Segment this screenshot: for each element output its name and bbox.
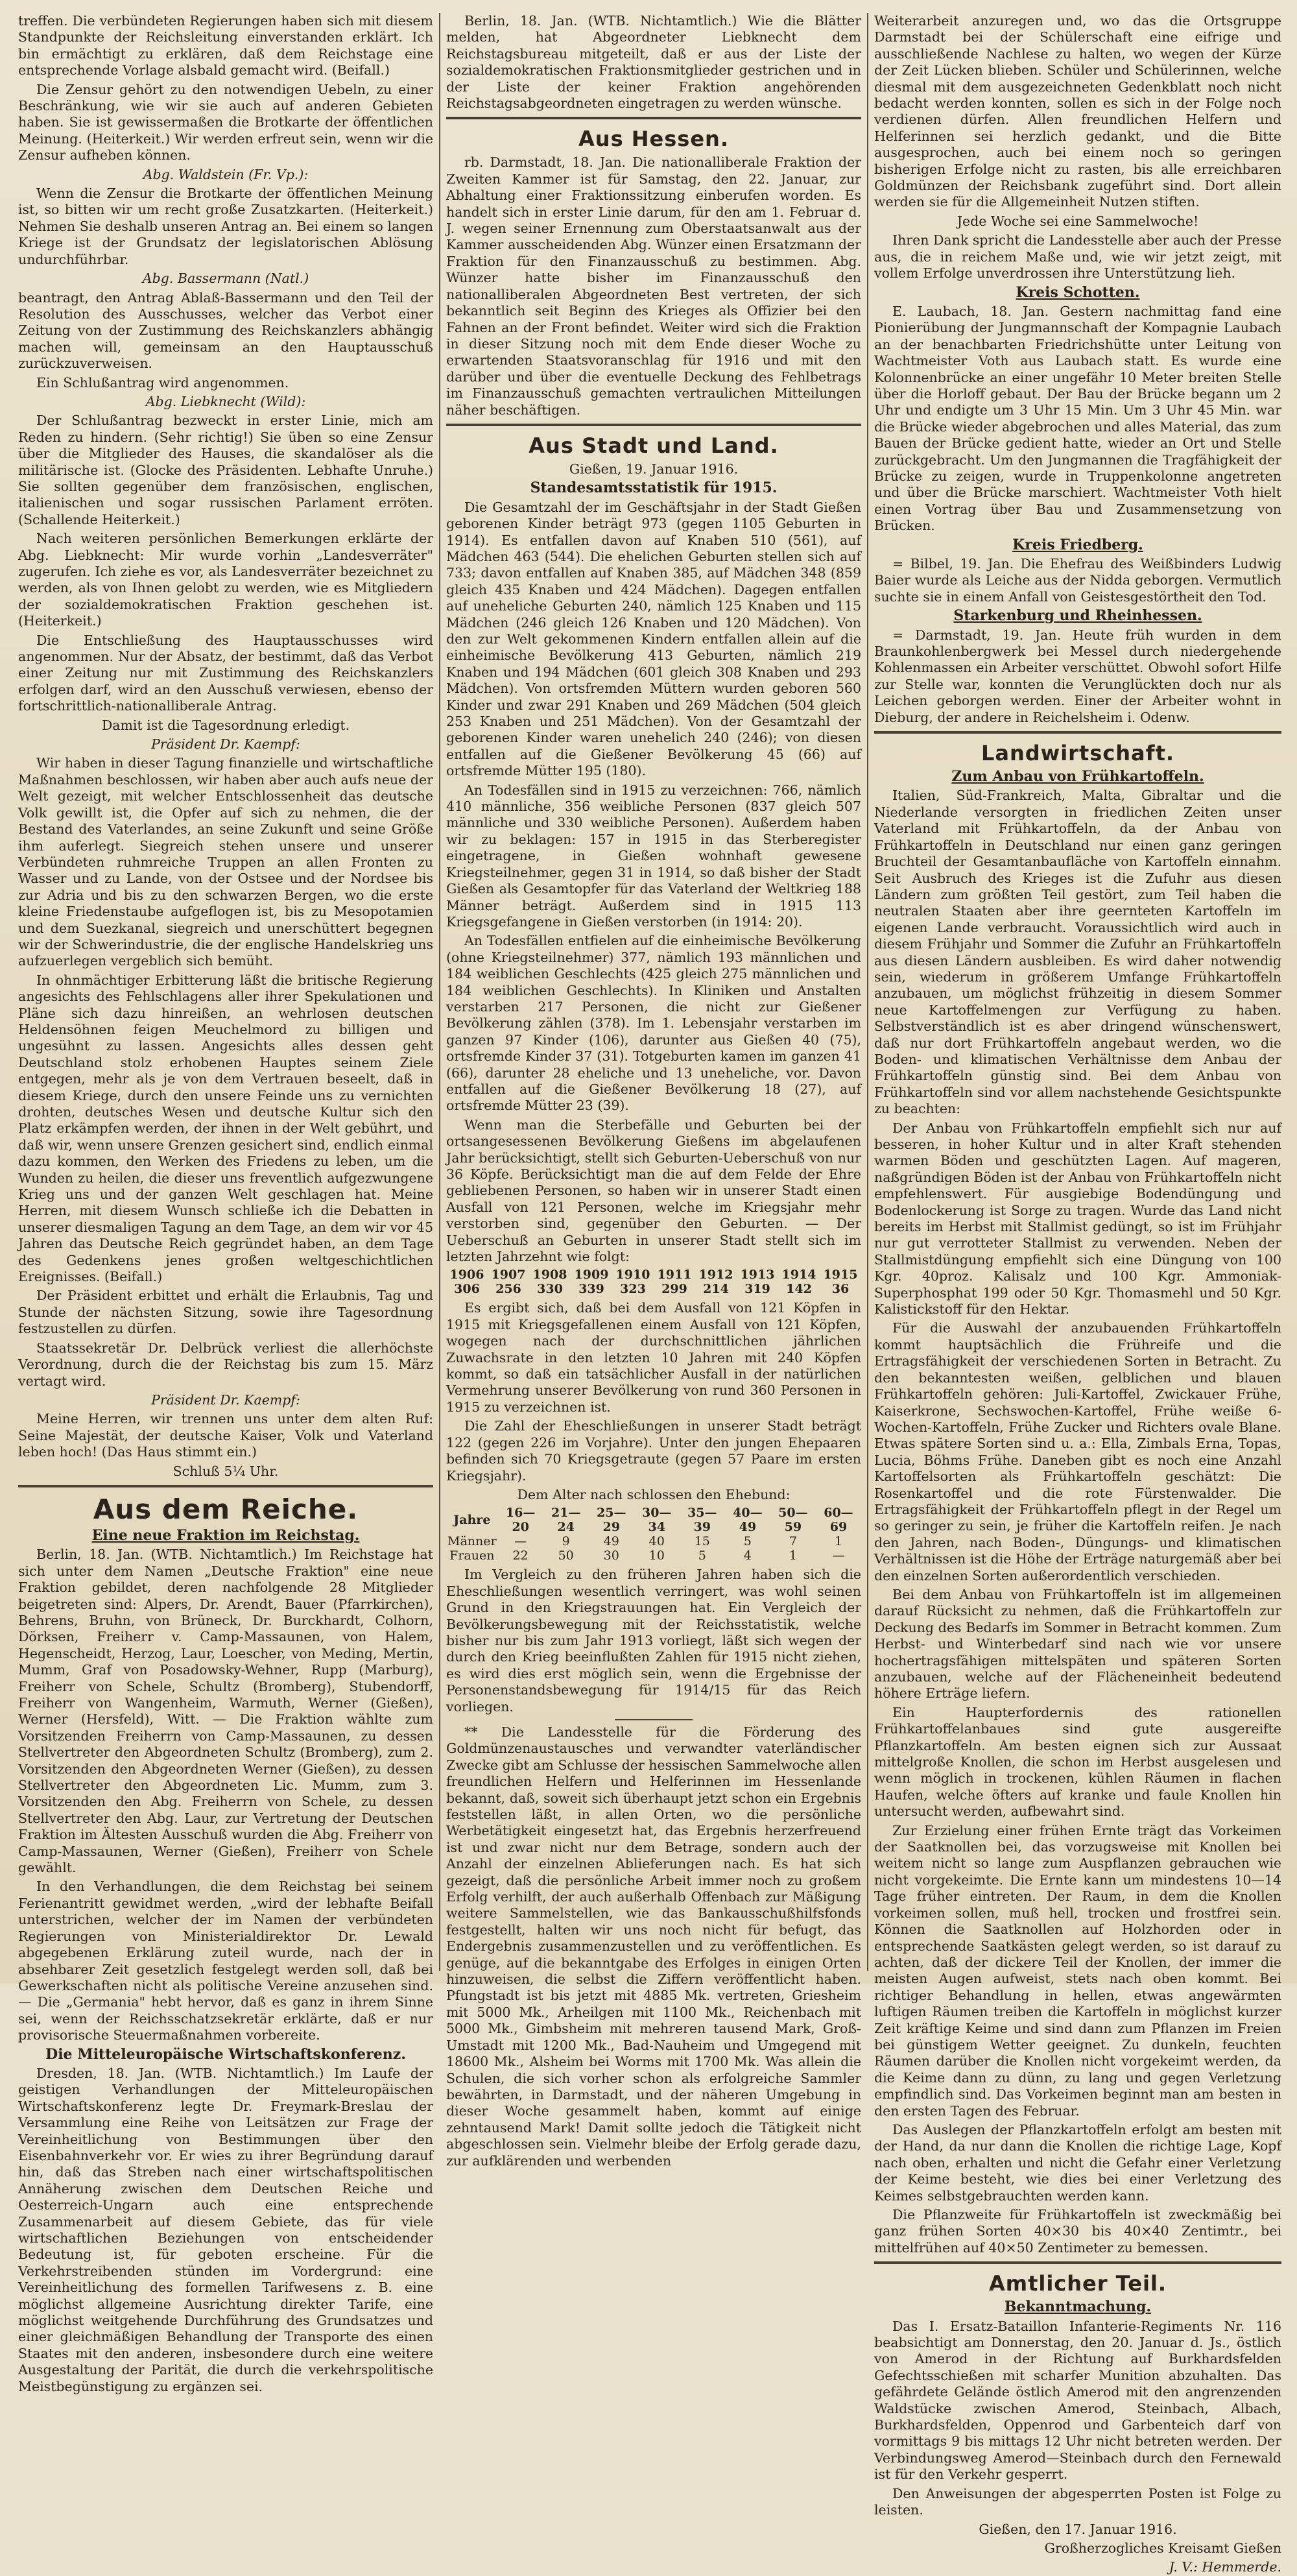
speaker-heading: Präsident Dr. Kaempf:: [151, 1391, 300, 1408]
article-divider: [615, 1719, 693, 1720]
table-cell: 330: [537, 1282, 563, 1297]
article-heading: Zum Anbau von Frühkartoffeln.: [951, 768, 1204, 786]
paragraph: Die Gesamtzahl der im Geschäftsjahr in der Stadt Gießen geborenen Kinder beträgt 973 (gegen 1105 Geburten in 1914). Es entfallen davon auf Knaben 510 (561), auf Mädchen 463 (544). Die ehelichen Geburten stellen sich auf 733; davon entfallen auf Knaben 385, auf Mädchen 348 (859 gleich 435 Knaben und 424 Mädchen). Dagegen entfallen auf uneheliche Geburten 240, nämlich 125 Knaben und 115 Mädchen (246 gleich 126 Knaben und 120 Mädchen). Von den zur Welt gekommenen Kindern entfallen allein auf die einheimische Bevölkerung 413 Geburten, nämlich 219 Knaben und 194 Mädchen (601 gleich 308 Knaben und 293 Mädchen). Von ortsfremden Müttern wurden geboren 560 Kinder und zwar 291 Knaben und 269 Mädchen (504 gleich 253 Knaben und 251 Mädchen). Von der Gesamtzahl der geborenen Kinder waren unehelich 240 (246); von diesen entfallen auf die Gießener Bevölkerung 45 (66) auf ortsfremde Mütter 195 (180).: [446, 499, 861, 779]
paragraph: Berlin, 18. Jan. (WTB. Nichtamtlich.) Wie die Blätter melden, hat Abgeordneter Liebknecht dem Reichstagsbureau mitgeteilt, daß er aus der Liste der sozialdemokratischen Fraktionsmitglieder gestrichen und in der Liste der keiner Fraktion angehörenden Reichstagsabgeordneten eingetragen zu werden wünsche.: [446, 13, 861, 112]
paragraph: In den Verhandlungen, die dem Reichstag bei seinem Ferienantritt gewidmet werden, „wird der lebhafte Beifall unterstrichen, welcher der im Namen der verbündeten Regierungen von Ministerialdirektor Dr. Lewald abgegebenen Erklärung zuteil wurde, nach der in absehbarer Zeit gesetzlich festgelegt werden soll, daß bei Gewerkschaften nicht als politische Vereine anzusehen sind. — Die „Germania" hebt hervor, daß es ganz in ihrem Sinne sei, wenn der Reichsschatzsekretär erklärte, daß er nur provisorische Steuermaßnahmen vorbereite.: [18, 1879, 433, 2043]
paragraph: Dresden, 18. Jan. (WTB. Nichtamtlich.) Im Laufe der geistigen Verhandlungen der Mitteleuropäischen Wirtschaftskonferenz legte Dr. Freymark-Breslau der Versammlung eine Reihe von Leitsätzen zur Frage der Vereinheitlichung von Bestimmungen über den Eisenbahnverkehr vor. Er wies zu ihrer Begründung darauf hin, daß das Streben nach einer wirtschaftspolitischen Annäherung zwischen dem Deutschen Reiche und Oesterreich-Ungarn auch eine entsprechende Zusammenarbeit auf diesem Gebiete, das für viele wirtschaftlichen Beziehungen von entscheidender Bedeutung ist, für geboten erscheine. Für die Verkehrstreibenden stünden im Vordergrund: eine Vereinheitlichung des formellen Tarifwesens z. B. eine möglichst allgemeine Ausrichtung direkter Tarife, eine möglichst weitgehende Durchführung des Grundsatzes und einer gleichmäßigen Behandlung der Transporte des einen Staates mit den anderen, insbesondere durch eine weitere Ausgestaltung der Parität, die durch die verkehrspolitische Meistbegünstigung zu ergänzen sei.: [18, 2065, 433, 2394]
table-cell: 7: [789, 1534, 797, 1549]
article-heading: Kreis Schotten.: [1016, 283, 1140, 301]
table-cell: Jahre: [453, 1513, 491, 1528]
paragraph: Weiterarbeit anzuregen und, wo das die Ortsgruppe Darmstadt bei der Schülerschaft eine eifrige und ausschließende Nachlese zu halten, wo wegen der Kürze der Zeit Lücken blieben. Schüler und Schülerinnen, welche diesmal mit dem ausgezeichneten Gedenkblatt noch nicht bedacht werden konnten, sollen es sich in der Folge noch verdienen dürfen. Allen freundlichen Helfern und Helferinnen sei herzlich gedankt, und die Bitte ausgesprochen, auch bei einem noch so geringen bisherigen Erfolge nicht zu rasten, bis alle erreichbaren Goldmünzen der Reichsbank zugeführt sind. Dort allein werden sie für die Allgemeinheit Nutzen stiften.: [874, 13, 1281, 210]
marriage-age-table: [446, 1506, 861, 1563]
dateline: Gießen, 19. Januar 1916.: [569, 461, 739, 477]
table-cell: 22: [512, 1548, 529, 1563]
paragraph: Ihren Dank spricht die Landesstelle aber auch der Presse aus, die in reichem Maße und, wie wir jetzt zeigt, mit vollem Erfolge unverdrossen ihre Unterstützung lieh.: [874, 232, 1281, 282]
authority: Großherzogliches Kreisamt Gießen: [1044, 2540, 1281, 2556]
table-cell: 142: [786, 1282, 812, 1297]
paragraph: ** Die Landesstelle für die Förderung des Goldmünzenaustausches und verwandter vaterländischer Zwecke gibt am Schlusse der hessischen Sammelwoche allen freundlichen Helfern und Helferinnen im Hessenlande bekannt, daß, soweit sich überhaupt jetzt schon ein Ergebnis feststellen läßt, in allen Orten, wo die persönliche Werbetätigkeit eingesetzt hat, das Ergebnis herzerfreuend ist und zwar nicht nur dem Betrage, sondern auch der Anzahl der einzelnen Ablieferungen nach. Es hat sich gezeigt, daß die persönliche Arbeit immer noch zu großem Erfolg verhilft, der auch außerhalb Offenbach zur Mäßigung weitere Sammelstellen, wie das Bankausschußhilfsfonds festgestellt, halten wir uns noch nicht für befugt, das Endergebnis zusammenzustellen und zu veröffentlichen. Es genüge, auf die bekanntgabe des Erfolges in einigen Orten hinzuweisen, die selbst die Ziffern veröffentlicht haben. Pfungstadt ist bis jetzt mit 4885 Mk. vertreten, Griesheim mit 5000 Mk., Arheilgen mit 1100 Mk., Reichenbach mit 5000 Mk., Gimbsheim mit mehreren tausend Mark, Groß-Umstadt mit 1200 Mk., Bad-Nauheim und Umgegend mit 18600 Mk., Alsheim bei Worms mit 1700 Mk. Was allein die Schulen, die sich vorher schon als erfolgreiche Sammler bewährten, in Darmstadt, und der näheren Umgebung in dieser Woche gesammelt haben, kommt auf einige zehntausend Mark! Damit sollte jedoch die Tätigkeit nicht abgeschlossen sein. Vielmehr bleibe der Erfolg gerade dazu, zur aufklärenden und werbenden: [446, 1724, 861, 2169]
speaker-heading: Präsident Dr. Kaempf:: [151, 736, 300, 752]
paragraph: Berlin, 18. Jan. (WTB. Nichtamtlich.) Im Reichstage hat sich unter dem Namen „Deutsche Fraktion" eine neue Fraktion gebildet, deren nachfolgende 28 Mitglieder beigetreten sind: Alpers, Dr. Arendt, Bauer (Pfarrkirchen), Behrens, Bruhn, von Brüneck, Dr. Burckhardt, Colhorn, Dörksen, Freiherr v. Camp-Massaunen, von Halem, Hegenscheidt, Herzog, Laur, Loescher, von Meding, Mertin, Mumm, Graf von Posadowsky-Wehner, Rupp (Marburg), Freiherr von Schele, Schultz (Bromberg), Stubendorff, Freiherr von Wangenheim, Warmuth, Werner (Gießen), Werner (Hersfeld), Witt. — Die Fraktion wählte zum Vorsitzenden Freiherrn von Camp-Massaunen, zu dessen Stellvertreter den Abgeordneten Schultz (Bromberg), zum 2. Vorsitzenden den Abgeordneten Werner (Gießen), zu dessen Stellvertreter den Abgeordneten Lic. Mumm, zum 3. Vorsitzenden den Abg. Freiherrn von Schele, zu dessen Stellvertreter den Abg. Laur, zur Vertretung der Deutschen Fraktion im Ältesten Ausschuß wurden die Abg. Freiherr von Camp-Massaunen, Werner (Gießen), Freiherr von Schele gewählt.: [18, 1547, 433, 1876]
article-heading: Eine neue Fraktion im Reichstag.: [91, 1526, 360, 1544]
table-cell: 319: [744, 1282, 770, 1297]
table-cell: 1915: [823, 1268, 858, 1282]
table-cell: 16—20: [505, 1506, 536, 1535]
paragraph: = Darmstadt, 19. Jan. Heute früh wurden in dem Braunkohlenbergwerk bei Messel durch niedergehende Kohlenmassen ein Arbeiter verschüttet. Obwohl sofort Hilfe zur Stelle war, konnten die Verunglückten doch nur als Leichen geborgen werden. Einer der Arbeiter wohnt in Dieburg, der andere in Reichelsheim i. Odenw.: [874, 627, 1281, 725]
table-cell: 60—69: [824, 1506, 853, 1535]
paragraph: Der Anbau von Frühkartoffeln empfiehlt sich nur auf besseren, in hoher Kultur und in alter Kraft stehenden warmen Böden und geschützten Lagen. Auf mageren, naßgründigen Böden ist der Anbau von Frühkartoffeln nicht empfehlenswert. Für ausgiebige Bodendüngung und Bodenlockerung ist Sorge zu tragen. Wurde das Land nicht bereits im Herbst mit Stallmist gedüngt, so ist im Frühjahr nur gut verrotteter Stallmist zu verwenden. Neben der Stallmistdüngung empfiehlt sich eine Düngung von 100 Kgr. 40proz. Kalisalz und 100 Kgr. Ammoniak-Superphosphat 199 oder 50 Kgr. Thomasmehl und 50 Kgr. Kalistickstoff für den Hektar.: [874, 1120, 1281, 1318]
table-cell: 9: [562, 1534, 570, 1549]
paragraph: Wir haben in dieser Tagung finanzielle und wirtschaftliche Maßnahmen beschlossen, wir haben aber auch aufs neue der Welt gezeigt, mit welcher Entschlossenheit das deutsche Volk gewillt ist, die Opfer auf sich zu nehmen, die der Bestand des Vaterlandes, an seine Zukunft und seine Größe ihm auferlegt. Siegreich stehen unsere und unserer Verbündeten ruhmreiche Truppen an allen Fronten zu Wasser und zu Lande, von der Ostsee und der Nordsee bis zur Adria und bis zu den schwarzen Bergen, wo die erste kleine Friedenstaube aufgeflogen ist, bis zu Mesopotamien und dem Suezkanal, siegreich und unerschüttert begegnen wir der Schwerindustrie, die der englische Handelskrieg uns aufzuerlegen vergeblich sich bemüht.: [18, 755, 433, 969]
paragraph: beantragt, den Antrag Ablaß-Bassermann und den Teil der Resolution des Ausschusses, welcher das Verbot einer Zeitung von der Zustimmung des Reichskanzlers abhängig machen will, gemeinsam an den Hauptausschuß zurückzuverweisen.: [18, 289, 433, 372]
table-cell: 214: [703, 1282, 729, 1297]
paragraph: Italien, Süd-Frankreich, Malta, Gibraltar und die Niederlande versorgten in friedlichen Zeiten unser Vaterland mit Frühkartoffeln, da der Anbau von Frühkartoffeln in Deutschland nur einen ganz geringen Bruchteil der Gesamtanbaufläche von Kartoffeln einnahm. Seit Ausbruch des Krieges ist die Zufuhr aus diesen Ländern zum größten Teil gestört, zum Teil haben die neutralen Staaten aber ihre geernteten Kartoffeln im eigenen Lande verbraucht. Voraussichtlich wird auch in diesem Frühjahr und Sommer die Zufuhr an Frühkartoffeln aus diesen Ländern ausbleiben. Es wird daher notwendig sein, wiederum in größerem Umfange Frühkartoffeln anzubauen, um möglichst frühzeitig in diesem Sommer neue Kartoffelmengen zur Verfügung zu haben. Selbstverständlich ist es aber dringend wünschenswert, daß nur dort Frühkartoffeln angebaut werden, wo die Boden- und klimatischen Verhältnisse dem Anbau der Frühkartoffeln günstig sind. Bei dem Anbau von Frühkartoffeln sind vor allem nachstehende Gesichtspunkte zu beachten:: [874, 788, 1281, 1117]
column-rule-1: [439, 13, 440, 1971]
table-cell: 1914: [781, 1268, 816, 1282]
article-heading: Starkenburg und Rheinhessen.: [953, 607, 1202, 625]
section-title: Aus dem Reiche.: [93, 1493, 359, 1525]
paragraph: Ein Haupterfordernis des rationellen Frühkartoffelanbaues sind gute ausgereifte Pflanzkartoffeln. Am besten eignen sich zur Aussaat mittelgroße Knollen, die schon im Herbst ausgelesen und wenn möglich in trockenen, kühlen Räumen in flachen Haufen, welche öfters auf kranke und faule Knollen hin untersucht werden, aufbewahrt sind.: [874, 1704, 1281, 1820]
table-cell: 1908: [532, 1268, 567, 1282]
table-cell: 1911: [657, 1268, 692, 1282]
table-cell: 30—34: [642, 1506, 672, 1535]
section-divider: [874, 731, 1281, 734]
paragraph: Staatssekretär Dr. Delbrück verliest die allerhöchste Verordnung, durch die der Reichstag bis zum 15. März vertagt wird.: [18, 1340, 433, 1389]
table-cell: 50: [558, 1548, 574, 1563]
section-title: Amtlicher Teil.: [988, 2271, 1167, 2296]
article-heading: Standesamtsstatistik für 1915.: [530, 479, 778, 497]
paragraph: Die Zahl der Eheschließungen in unserer Stadt beträgt 122 (gegen 226 im Vorjahre). Unter den jungen Ehepaaren befinden sich 70 Kriegsgetraute (gegen 57 Paare im ersten Kriegsjahr).: [446, 1418, 861, 1484]
table-cell: 299: [661, 1282, 687, 1297]
dateline: Gießen, den 17. Januar 1916.: [979, 2521, 1177, 2537]
column-rule-2: [867, 13, 868, 1971]
paragraph: Das Auslegen der Pflanzkartoffeln erfolgt am besten mit der Hand, da nur dann die Knollen die richtige Lage, Kopf nach oben, erhalten und nicht die Gefahr einer Verletzung der Keime besteht, wie dies bei einer Verletzung des Keimes selbstgebrauchten werden kann.: [874, 2121, 1281, 2204]
column-1: [18, 13, 433, 2394]
paragraph: Der Schlußantrag bezweckt in erster Linie, mich am Reden zu hindern. (Sehr richtig!) Sie üben so eine Zensur über die Mitglieder des Hauses, die skandalöser als die militärische ist. (Glocke des Präsidenten. Lebhafte Unruhe.) Sie sollten gegenüber dem französischen, englischen, italienischen und sogar russischen Parlament erröten. (Schallende Heiterkeit.): [18, 413, 433, 527]
table-cell: —: [832, 1548, 845, 1563]
paragraph: Die Entschließung des Hauptausschusses wird angenommen. Nur der Absatz, der bestimmt, daß das Verbot einer Zeitung nur mit Zustimmung des Reichskanzlers erfolgen darf, wird an den Ausschuß verwiesen, ebenso der fortschrittlich-nationalliberale Antrag.: [18, 632, 433, 714]
article-heading: Kreis Friedberg.: [1012, 536, 1143, 553]
column-3: [874, 13, 1281, 2575]
paragraph: Schluß 5¼ Uhr.: [173, 1463, 279, 1479]
table-cell: 10: [648, 1548, 665, 1563]
speaker-heading: Abg. Bassermann (Natl.): [142, 271, 309, 287]
paragraph: rb. Darmstadt, 18. Jan. Die nationalliberale Fraktion der Zweiten Kammer ist für Samstag, den 22. Januar, zur Abhaltung einer Fraktionssitzung einberufen worden. Es handelt sich in erster Linie darum, für den am 1. Februar d. J. wegen seiner Ernennung zum Oberstaatsanwalt aus der Kammer ausscheidenden Abg. Wünzer einen Ersatzmann der Fraktion für den Finanzausschuß zu bestimmen. Abg. Wünzer hatte bisher im Finanzausschuß den nationalliberalen Abgeordneten Best vertreten, der sich bekanntlich seit Beginn des Krieges als Offizier bei den Fahnen an der Front befindet. Weiter wird sich die Fraktion in dieser Sitzung noch mit dem Ende dieser Woche zu erwartenden Staatsvoranschlag für 1916 und mit den darüber und über die eventuelle Deckung des Fehlbetrags im Finanzausschuß gemachten vertraulichen Mitteilungen näher beschäftigen.: [446, 154, 861, 418]
table-cell: 1913: [740, 1268, 775, 1282]
paragraph: In ohnmächtiger Erbitterung läßt die britische Regierung angesichts des Fehlschlagens aller ihrer Spekulationen und Pläne sich dazu hinreißen, an wehrlosen deutschen Heldensöhnen feigen Meuchelmord zu billigen und ungesühnt zu lassen. Angesichts alles dessen geht Deutschland stolz erhobenen Hauptes seinem Ziele entgegen, mehr als je von dem Vertrauen beseelt, daß in diesem Kriege, durch den unsere Feinde uns zu vernichten drohten, deutsches Wesen und deutsche Kultur sich den Platz erkämpfen werden, der ihnen in der Welt gebührt, und daß wir, wenn unsere Grenzen gesichert sind, endlich einmal dazu kommen, den Werken des Friedens zu leben, um die Wunden zu heilen, die dieser uns freventlich aufgezwungene Krieg uns und der ganzen Welt geschlagen hat. Meine Herren, mit diesem Wunsch schließe ich die Debatten in unserer diesmaligen Tagung an dem Tage, an dem wir vor 45 Jahren das Deutsche Reich gegründet haben, an dem Tage des Gedenkens jenes großen weltgeschichtlichen Ereignisses. (Beifall.): [18, 972, 433, 1285]
paragraph: Damit ist die Tagesordnung erledigt.: [101, 717, 350, 733]
section-title: Aus Stadt und Land.: [529, 433, 779, 458]
table-cell: 306: [454, 1282, 480, 1297]
paragraph: Meine Herren, wir trennen uns unter dem alten Ruf: Seine Majestät, der deutsche Kaiser, Volk und Vaterland leben hoch! (Das Haus stimmt ein.): [18, 1411, 433, 1460]
table-cell: 256: [495, 1282, 521, 1297]
signature: J. V.: Hemmerde.: [1169, 2559, 1281, 2575]
birth-surplus-table: [446, 1268, 861, 1296]
paragraph: Wenn die Zensur die Brotkarte der öffentlichen Meinung ist, so bitten wir um recht große Zusatzkarten. (Heiterkeit.) Nehmen Sie deshalb unseren Antrag an. Bei einem so langen Kriege ist der Grundsatz der legislatorischen Ablösung undurchführbar.: [18, 186, 433, 267]
table-cell: 1907: [491, 1268, 526, 1282]
table-cell: 1910: [615, 1268, 650, 1282]
article-heading: Die Mitteleuropäische Wirtschaftskonferenz.: [45, 2045, 406, 2063]
table-cell: 339: [578, 1282, 604, 1297]
table-cell: 1: [834, 1534, 842, 1549]
table-cell: 1906: [449, 1268, 484, 1282]
article-heading: Bekanntmachung.: [1004, 2298, 1152, 2316]
section-divider: [874, 2261, 1281, 2264]
paragraph: treffen. Die verbündeten Regierungen haben sich mit diesem Standpunkte der Reichsleitung einverstanden erklärt. Ich bin ermächtigt zu erklären, daß dem Reichstage eine entsprechende Vorlage alsbald gemacht wird. (Beifall.): [18, 13, 433, 78]
table-cell: 40: [648, 1534, 665, 1549]
table-cell: 36: [831, 1282, 850, 1297]
table-cell: 49: [603, 1534, 619, 1549]
table-cell: 21—24: [551, 1506, 581, 1535]
paragraph: Für die Auswahl der anzubauenden Frühkartoffeln kommt hauptsächlich die Frühreife und die Ertragsfähigkeit der verschiedenen Sorten in Betracht. Zu den bekanntesten weißen, gelblichen und blauen Frühkartoffeln gehören: Juli-Kartoffel, Zwickauer Frühe, Kaiserkrone, Sechswochen-Kartoffel, Frühe weiße 6-Wochen-Kartoffeln, Frühe Zucker und Richters ovale Blane. Etwas spätere Sorten sind u. a.: Ella, Zimbals Erna, Topas, Lucia, Böhms Frühe. Daneben gibt es noch eine Anzahl Kartoffelsorten als Frühkartoffeln geschätzt: Die Rosenkartoffel und die rote Fürstenwalder. Die Ertragsfähigkeit der Frühkartoffeln pflegt in der Regel um so geringer zu sein, je früher die Kartoffeln reifen. Je nach den Jahren, nach Boden-, Düngungs- und klimatischen Verhältnissen ist die Höhe der Erträge naturgemäß aber bei den einzelnen Sorten außerordentlich verschieden.: [874, 1320, 1281, 1583]
paragraph: = Bilbel, 19. Jan. Die Ehefrau des Weißbinders Ludwig Baier wurde als Leiche aus der Nidda geborgen. Vermutlich suchte sie in einem Anfall von Geistesgestörtheit den Tod.: [874, 556, 1281, 605]
paragraph: Zur Erzielung einer frühen Ernte trägt das Vorkeimen der Saatknollen bei, das vorzugsweise mit Knollen bei weitem nicht so lange zum Auspflanzen gebrauchen wie nicht vorgekeimte. Die Ernte kann um mindestens 10—14 Tage früher eintreten. Der Raum, in dem die Knollen vorkeimen sollen, muß hell, trocken und frostfrei sein. Können die Saatknollen auf Holzhorden oder in entsprechende Saatkästen gelegt werden, so ist darauf zu achten, daß der dickere Teil der Knollen, der immer die meisten Augen aufweist, stets nach oben kommt. Bei richtiger Behandlung in hellen, etwas angewärmten luftigen Räumen treiben die Kartoffeln in möglichst kurzer Zeit kräftige Keime und sind dann zum Pflanzen im Freien bei günstigem Wetter geeignet. Zu dunkeln, feuchten Räumen darüber die Knollen nicht vorgekeimt werden, da die Keime dann zu dünn, zu lang und gegen Verletzung empfindlich sind. Das Vorkeimen beginnt man am besten in den ersten Tagen des Februar.: [874, 1822, 1281, 2119]
paragraph: Die Zensur gehört zu den notwendigen Uebeln, zu einer Beschränkung, wie wir sie auch auf anderen Gebieten haben. Sie ist gewissermaßen die Brotkarte der öffentlichen Meinung. (Heiterkeit.) Wir werden erfreut sein, wenn wir die Zensur aufheben können.: [18, 81, 433, 163]
table-cell: 50—59: [778, 1506, 808, 1535]
paragraph: Den Anweisungen der abgesperrten Posten ist Folge zu leisten.: [874, 2485, 1281, 2518]
table-cell: 1912: [698, 1268, 733, 1282]
table-cell: 4: [743, 1548, 752, 1563]
section-divider: [446, 117, 861, 119]
paragraph: Ein Schlußantrag wird angenommen.: [36, 374, 289, 391]
table-cell: 5: [743, 1534, 752, 1549]
paragraph: Jede Woche sei eine Sammelwoche!: [957, 213, 1199, 229]
table-cell: 5: [698, 1548, 706, 1563]
table-cell: —: [514, 1534, 527, 1549]
paragraph: Die Pflanzweite für Frühkartoffeln ist zweckmäßig bei ganz frühen Sorten 40×30 bis 40×40 Zentimtr., bei mittelfrühen auf 40×50 Zentimeter zu bemessen.: [874, 2207, 1281, 2256]
section-divider: [446, 424, 861, 426]
speaker-heading: Abg. Waldstein (Fr. Vp.):: [143, 166, 309, 182]
paragraph: Nach weiteren persönlichen Bemerkungen erklärte der Abg. Liebknecht: Mir wurde vorhin „Landesverräter" zugerufen. Ich ziehe es vor, als Landesverräter bezeichnet zu werden, als von Ihnen gelobt zu werden, wie es Mitgliedern der sozialdemokratischen Fraktion geschehen ist. (Heiterkeit.): [18, 531, 433, 629]
paragraph: Dem Alter nach schlossen den Ehebund:: [517, 1486, 791, 1502]
table-cell: 1909: [574, 1268, 609, 1282]
paragraph: Im Vergleich zu den früheren Jahren haben sich die Eheschließungen wesentlich verringert, was wohl seinen Grund in den Kriegstrauungen hat. Ein Vergleich der Bevölkerungsbewegung mit der Reichsstatistik, welche bisher nur bis zum Jahr 1913 vorliegt, läßt sich wegen der durch den Krieg beeinflußten Zahlen für 1915 nicht ziehen, es wird dies erst möglich sein, wenn die Ergebnisse der Personenstandsbewegung für 1914/15 für das Reich vorliegen.: [446, 1567, 861, 1715]
paragraph: Wenn man die Sterbefälle und Geburten bei der ortsangesessenen Bevölkerung Gießens im abgelaufenen Jahr berücksichtigt, stellt sich Geburten-Ueberschuß von nur 36 Köpfe. Berücksichtigt man die auf dem Felde der Ehre gebliebenen Personen, so haben wir in unserer Stadt einen Ausfall von 121 Personen, welche im Kriegsjahr mehr verstorben sind, gegenüber den Geburten. — Der Ueberschuß an Geburten in unserer Stadt stellt sich im letzten Jahrzehnt wie folgt:: [446, 1116, 861, 1265]
table-cell: Frauen: [449, 1548, 495, 1563]
table-cell: 30: [603, 1548, 619, 1563]
paragraph: Bei dem Anbau von Frühkartoffeln ist im allgemeinen darauf Rücksicht zu nehmen, daß die Frühkartoffeln zur Deckung des Bedarfs im Sommer in Betracht kommen. Zum Herbst- und Winterbedarf sind nach wie vor unsere hochertragsfähigen mittelspäten und späteren Sorten anzubauen, welche auf der Flächeneinheit bedeutend höhere Erträge liefern.: [874, 1586, 1281, 1702]
section-divider: [18, 1485, 433, 1487]
table-cell: 1: [789, 1548, 797, 1563]
paragraph: E. Laubach, 18. Jan. Gestern nachmittag fand eine Pionierübung der Jungmannschaft der Kompagnie Laubach an der benachbarten Friedrichshütte unter Leitung von Wachtmeister Voth aus Laubach statt. Es wurde eine Kolonnenbrücke an einer ungefähr 10 Meter breiten Stelle über die Horloff gebaut. Der Bau der Brücke begann um 2 Uhr und endigte um 3 Uhr 15 Min. Um 3 Uhr 45 Min. war die Brücke wieder abgebrochen und alles Material, das zum Bauen der Brücke gedient hatte, wieder an Ort und Stelle zurückgebracht. Um den Jungmannen die Tragfähigkeit der Brücke zu zeigen, wurde in Truppenkolonne angetreten und über die Brücke marschiert. Wachtmeister Voth hielt einen Vortrag über Bau und Zusammensetzung von Brücken.: [874, 303, 1281, 534]
section-title: Aus Hessen.: [578, 126, 729, 152]
paragraph: An Todesfällen entfielen auf die einheimische Bevölkerung (ohne Kriegsteilnehmer) 377, nämlich 193 männlichen und 184 weiblichen Geschlechts (425 gleich 275 männlichen und 184 weiblichen Geschlechts). In Kliniken und Anstalten verstarben 217 Personen, die nicht zur Gießener Bevölkerung zählen (378). Im 1. Lebensjahr verstarben im ganzen 97 Kinder (106), darunter aus Gießen 40 (75), ortsfremde Kinder 37 (31). Totgeburten kamen im ganzen 41 (66), darunter 28 eheliche und 13 uneheliche, vor. Davon entfallen auf die Gießener Bevölkerung 18 (27), auf ortsfremde Mütter 23 (39).: [446, 933, 861, 1114]
paragraph: Es ergibt sich, daß bei dem Ausfall von 121 Köpfen in 1915 mit Kriegsgefallenen einem Ausfall von 121 Köpfen, wogegen nach der durchschnittlichen jährlichen Zuwachsrate in den letzten 10 Jahren mit 240 Köpfen kommt, so daß ein tatsächlicher Ausfall in der natürlichen Vermehrung unserer Bevölkerung von rund 360 Personen in 1915 zu verzeichnen ist.: [446, 1300, 861, 1415]
paragraph: Das I. Ersatz-Bataillon Infanterie-Regiments Nr. 116 beabsichtigt am Donnerstag, den 20. Januar d. Js., östlich von Amerod in der Richtung auf Burkhardsfelden Gefechtsschießen mit scharfer Munition abzuhalten. Das gefährdete Gelände östlich Amerod mit den angrenzenden Waldstücke zwischen Amerod, Steinbach, Albach, Burkhardsfelden, Oppenrod und Garbenteich darf von vormittags 9 bis mittags 12 Uhr nicht betreten werden. Der Verbindungsweg Amerod—Steinbach durch den Fernewald ist für den Verkehr gesperrt.: [874, 2318, 1281, 2483]
column-2: [446, 13, 861, 2169]
table-cell: 15: [694, 1534, 710, 1549]
section-title: Landwirtschaft.: [981, 741, 1175, 766]
table-cell: 323: [620, 1282, 646, 1297]
speaker-heading: Abg. Liebknecht (Wild):: [145, 393, 306, 409]
table-cell: Männer: [447, 1534, 497, 1549]
table-cell: 35—39: [687, 1506, 717, 1535]
table-cell: 25—29: [596, 1506, 626, 1535]
table-cell: 40—49: [733, 1506, 763, 1535]
paragraph: An Todesfällen sind in 1915 zu verzeichnen: 766, nämlich 410 männliche, 356 weibliche Personen (837 gleich 507 männliche und 330 weibliche Personen). Außerdem haben wir zu beklagen: 157 in 1915 in das Sterberegister eingetragene, in Gießen wohnhaft gewesene Kriegsteilnehmer, gegen 31 in 1914, so daß bisher der Stadt Gießen als Gesamtopfer für das Vaterland der Weltkrieg 188 Männer beträgt. Außerdem sind in 1915 113 Kriegsgefangene in Gießen verstorben (in 1914: 20).: [446, 782, 861, 930]
paragraph: Der Präsident erbittet und erhält die Erlaubnis, Tag und Stunde der nächsten Sitzung, sowie ihre Tagesordnung festzustellen zu dürfen.: [18, 1288, 433, 1337]
